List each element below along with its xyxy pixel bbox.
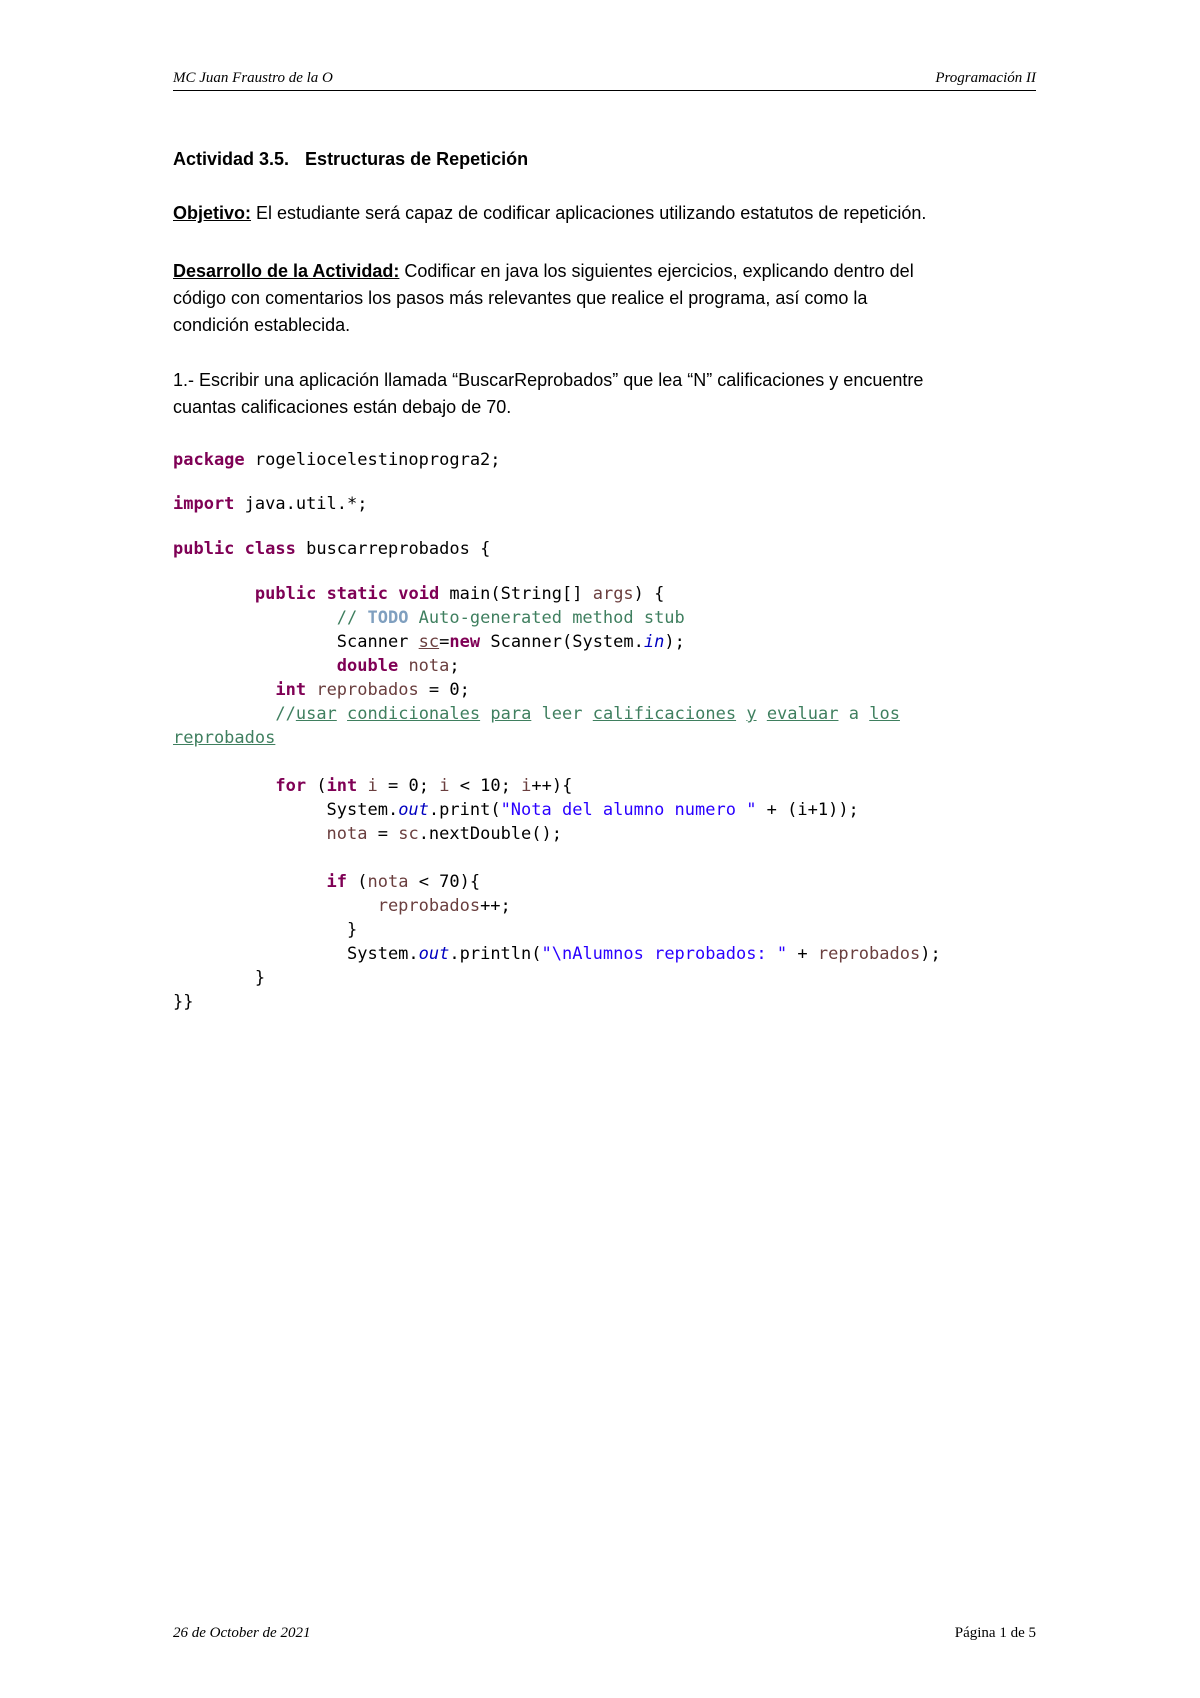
code-line-package: package rogeliocelestinoprogra2; [173, 450, 501, 470]
page-footer [173, 1625, 1036, 1645]
code-line-comment-1: //usar condicionales para leer calificaciones y evaluar a los [275, 704, 900, 724]
page-header [173, 70, 1036, 91]
development-label: Desarrollo de la Actividad: [173, 261, 400, 281]
development-line-2: código con comentarios los pasos más relevantes que realice el programa, así como la [173, 288, 868, 308]
code-line-print: System.out.print("Nota del alumno numero " + (i+1)); [326, 800, 859, 820]
exercise-1-line-1: 1.- Escribir una aplicación llamada “BuscarReprobados” que lea “N” calificaciones y encuentre [173, 370, 924, 390]
header-author: MC Juan Fraustro de la O [173, 70, 333, 86]
title-number: Actividad 3.5. [173, 149, 290, 169]
objective-label: Objetivo: [173, 203, 252, 223]
code-line-int: int reprobados = 0; [275, 680, 470, 700]
objective-paragraph [173, 203, 1043, 224]
exercise-1-paragraph [173, 367, 1043, 421]
header-course: Programación II [935, 70, 1036, 86]
code-line-main: public static void main(String[] args) { [254, 584, 665, 604]
code-line-method-close: } [254, 968, 266, 988]
code-line-next-double: nota = sc.nextDouble(); [326, 824, 562, 844]
title-topic: Estructuras de Repetición [305, 149, 529, 169]
development-line-1: Codificar en java los siguientes ejercicios, explicando dentro del [399, 261, 914, 281]
development-line-3: condición establecida. [173, 315, 351, 335]
development-paragraph [173, 258, 1043, 339]
activity-title [173, 149, 1043, 170]
code-line-if: if (nota < 70){ [326, 872, 481, 892]
code-line-comment-2: reprobados [173, 728, 276, 748]
exercise-1-line-2: cuantas calificaciones están debajo de 70. [173, 397, 512, 417]
code-line-for: for (int i = 0; i < 10; i++){ [275, 776, 573, 796]
footer-date: 26 de October de 2021 [173, 1625, 311, 1641]
code-line-todo-comment: // TODO Auto-generated method stub [336, 608, 685, 628]
objective-text: El estudiante será capaz de codificar aplicaciones utilizando estatutos de repetición. [251, 203, 927, 223]
footer-page-number: Página 1 de 5 [954, 1625, 1036, 1641]
code-line-class-close: }} [173, 992, 194, 1012]
code-line-increment: reprobados++; [377, 896, 511, 916]
code-line-import: import java.util.*; [173, 494, 368, 514]
code-line-scanner: Scanner sc=new Scanner(System.in); [336, 632, 685, 652]
code-line-if-close: } [347, 920, 358, 940]
code-line-class: public class buscarreprobados { [173, 539, 491, 559]
code-line-double: double nota; [336, 656, 460, 676]
code-line-println: System.out.println("\nAlumnos reprobados: " + reprobados); [347, 944, 941, 964]
